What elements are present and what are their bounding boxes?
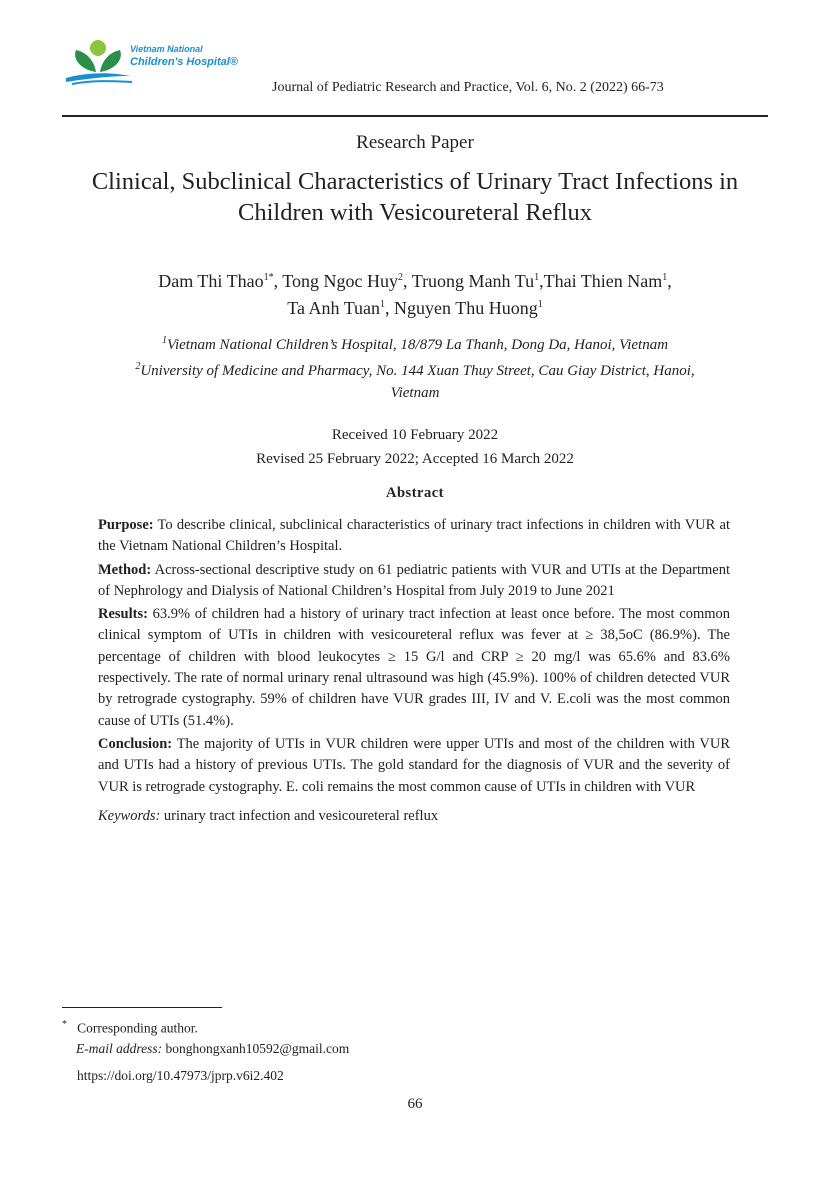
affiliations xyxy=(110,330,720,404)
header-rule xyxy=(62,115,768,117)
author: Tong Ngoc Huy$^2$, xyxy=(282,271,412,291)
revised-accepted-date: Revised 25 February 2022; Accepted 16 March 2022 xyxy=(256,451,574,467)
title-line: Clinical, Subclinical Characteristics of Urinary Tract Infections in xyxy=(91,168,739,195)
abstract-heading: Abstract xyxy=(386,485,444,501)
affiliation: $^1$Vietnam National Children’s Hospital, 18/879 La Thanh, Dong Da, Hanoi, Vietnam xyxy=(161,335,669,353)
author: Truong Manh Tu$^1$, xyxy=(411,271,544,291)
footnote: * Corresponding author. E-mail address: bonghongxanh10592@gmail.com xyxy=(62,1019,350,1056)
page-number: 66 xyxy=(407,1096,423,1112)
doi-link[interactable]: https://doi.org/10.47973/jprp.v6i2.402 xyxy=(77,1068,284,1083)
logo-text: Vietnam National xyxy=(130,44,203,54)
article-type: Research Paper xyxy=(356,132,474,153)
journal-citation: Journal of Pediatric Research and Practice, Vol. 6, No. 2 (2022) 66-73 xyxy=(272,80,664,95)
abstract-purpose: Purpose: To describe clinical, subclinical characteristics of urinary tract infections in children with VUR at the Vietnam National Children’s Hospital. xyxy=(98,517,730,555)
article-dates xyxy=(0,423,830,471)
email-address: bonghongxanh10592@gmail.com xyxy=(162,1040,350,1056)
author: Dam Thi Thao$^{1*}$, xyxy=(158,271,283,291)
author: Ta Anh Tuan$^1$, xyxy=(287,298,395,318)
logo-text: Children's Hospital® xyxy=(130,56,238,68)
received-date: Received 10 February 2022 xyxy=(331,427,499,443)
abstract-body xyxy=(98,515,730,829)
abstract-conclusion: Conclusion: The majority of UTIs in VUR children were upper UTIs and most of the children with VUR and UTIs had a history of previous UTIs. The gold standard for the diagnosis of VUR and the severity of VUR is retrograde cystography. E. coli remains the most common cause of UTIs in children with VUR xyxy=(98,735,730,795)
affiliation: $^2$University of Medicine and Pharmacy, No. 144 Xuan Thuy Street, Cau Giay District, Hanoi, Vietnam xyxy=(135,361,695,401)
author-list xyxy=(90,266,740,320)
footnote-rule xyxy=(62,1007,222,1008)
abstract-results: Results: 63.9% of children had a history of urinary tract infection at least once before. The most common clinical symptom of UTIs in children with vesicoureteral reflux was fever at ≥ 38,5oC (86.9%). The percentage of children with blood leukocytes ≥ 15 G/l and CRP ≥ 20 mg/l was 65.6% and 83.6% respectively. The rate of normal urinary renal ultrasound was high (45.9%). 100% of children detected VUR by retrograde cystography. 59% of children have VUR grades III, IV and V. E.coli was the most common cause of UTIs (51.4%). xyxy=(98,606,730,729)
article-title xyxy=(60,166,770,228)
abstract-method: Method: Across-sectional descriptive study on 61 pediatric patients with VUR and UTIs at the Department of Nephrology and Dialysis of National Children’s Hospital from July 2019 to June 2021 xyxy=(98,561,730,599)
keywords: Keywords: urinary tract infection and vesicoureteral reflux xyxy=(98,807,439,824)
author: Nguyen Thu Huong$^1$ xyxy=(394,298,543,318)
author: Thai Thien Nam$^1$, xyxy=(543,271,672,291)
title-line: Children with Vesicoureteral Reflux xyxy=(237,199,593,226)
